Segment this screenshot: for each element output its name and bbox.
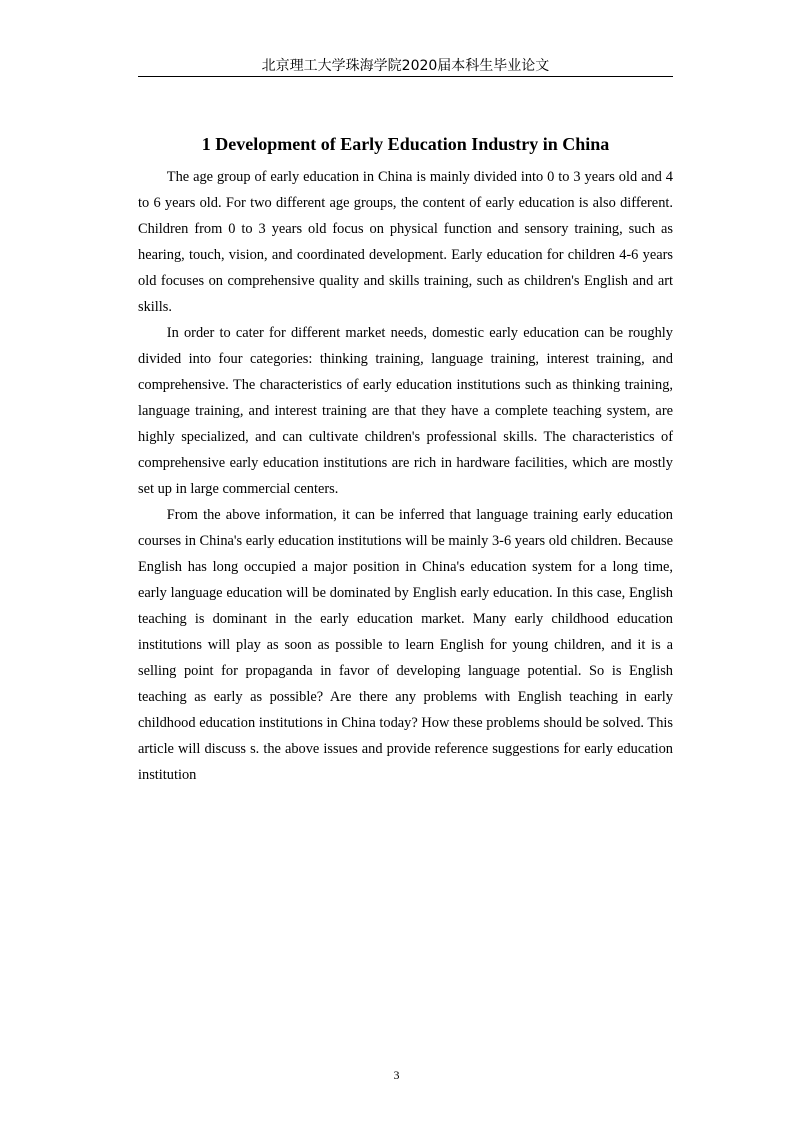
chapter-title: 1 Development of Early Education Industry in China [201,134,610,154]
paragraph: In order to cater for different market needs, domestic early education can be roughly divided into four categories: thinking training, language training, interest training, and comprehensive. The characteristics of early education institutions such as thinking training, language training, and interest training are that they have a complete teaching system, are highly specialized, and can cultivate children's professional skills. The characteristics of comprehensive early education institutions are rich in hardware facilities, which are mostly set up in large commercial centers. [138,325,673,497]
running-header: 北京理工大学珠海学院2020届本科生毕业论文 [261,58,550,74]
body-text [138,164,673,788]
paragraph: From the above information, it can be inferred that language training early education courses in China's early education institutions will be mainly 3-6 years old children. Because English has long occupied a major position in China's education system for a long time, early language education will be dominated by English early education. In this case, English teaching is dominant in the early education market. Many early childhood education institutions will play as soon as possible to learn English for young children, and it is a selling point for propaganda in favor of developing language potential. So is English teaching as early as possible? Are there any problems with English teaching in early childhood education institutions in China today? How these problems should be solved. This article will discuss s. the above issues and provide reference suggestions for early education institution [138,507,673,783]
paragraph: The age group of early education in China is mainly divided into 0 to 3 years old and 4 to 6 years old. For two different age groups, the content of early education is also different. Children from 0 to 3 years old focus on physical function and sensory training, such as hearing, touch, vision, and coordinated development. Early education for children 4-6 years old focuses on comprehensive quality and skills training, such as children's English and art skills. [138,169,673,315]
page-number: 3 [393,1068,400,1082]
header-rule [138,76,673,77]
